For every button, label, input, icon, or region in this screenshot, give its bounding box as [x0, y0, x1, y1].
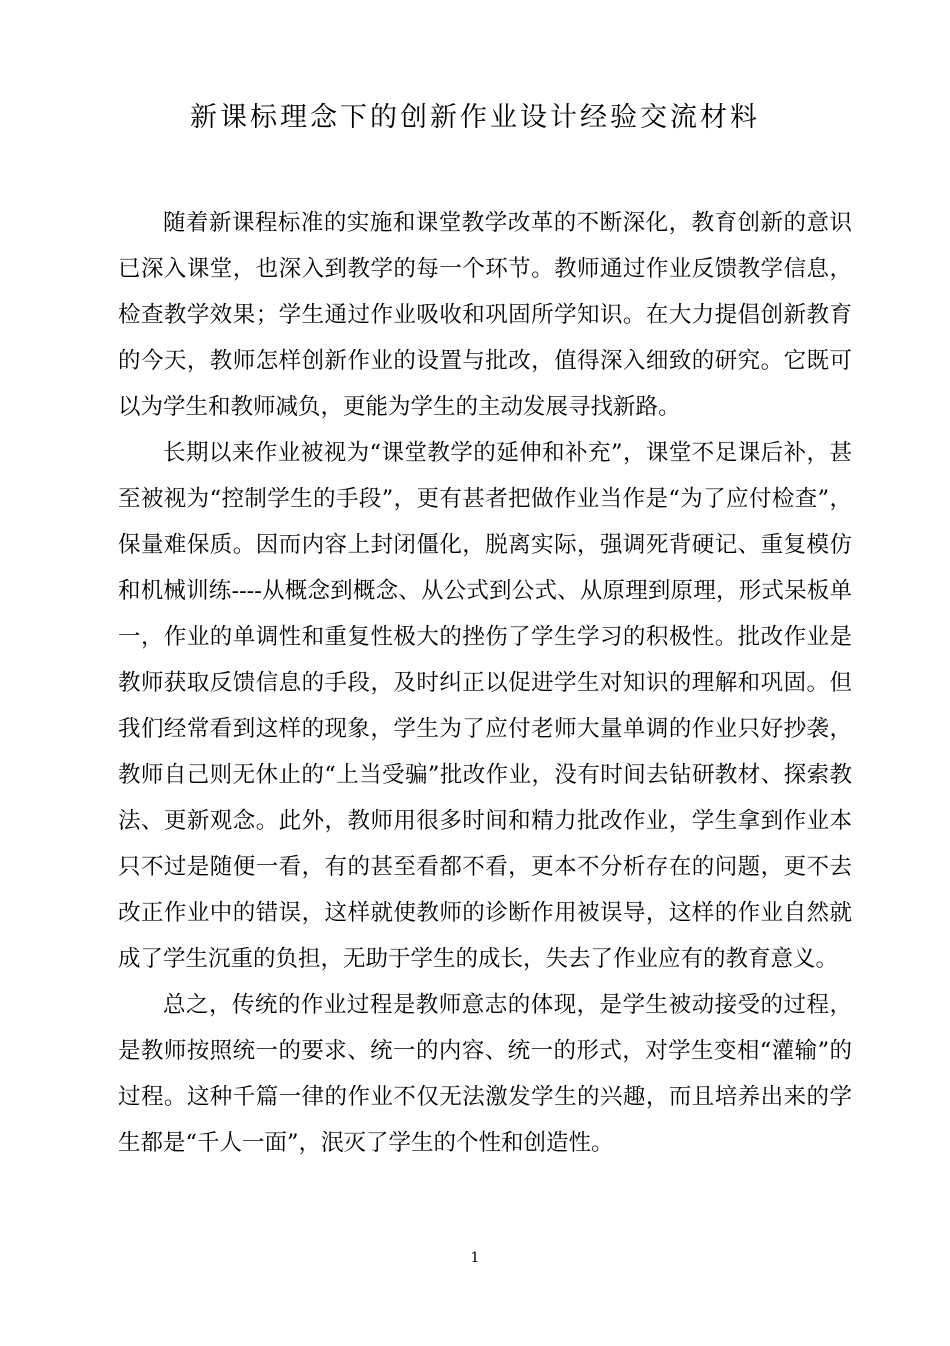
- paragraph-summary: 总之，传统的作业过程是教师意志的体现，是学生被动接受的过程，是教师按照统一的要求、统一的内容、统一的形式，对学生变相“灌输”的过程。这种千篇一律的作业不仅无法激发学生的兴趣，而且培养出来的学生都是“千人一面”，泯灭了学生的个性和创造性。: [118, 992, 852, 1156]
- page-number: 1: [470, 1250, 480, 1266]
- document-body: [118, 200, 852, 1166]
- document-title: 新课标理念下的创新作业设计经验交流材料: [190, 102, 760, 133]
- paragraph-intro: 随着新课程标准的实施和课堂教学改革的不断深化，教育创新的意识已深入课堂，也深入到教学的每一个环节。教师通过作业反馈教学信息，检查教学效果；学生通过作业吸收和巩固所学知识。在大力提倡创新教育的今天，教师怎样创新作业的设置与批改，值得深入细致的研究。它既可以为学生和教师减负，更能为学生的主动发展寻找新路。: [118, 210, 852, 420]
- paragraph-problems: 长期以来作业被视为“课堂教学的延伸和补充”，课堂不足课后补，甚至被视为“控制学生的手段”，更有甚者把做作业当作是“为了应付检查”，保量难保质。因而内容上封闭僵化，脱离实际，强调死背硬记、重复模仿和机械训练----从概念到概念、从公式到公式、从原理到原理，形式呆板单一，作业的单调性和重复性极大的挫伤了学生学习的积极性。批改作业是教师获取反馈信息的手段，及时纠正以促进学生对知识的理解和巩固。但我们经常看到这样的现象，学生为了应付老师大量单调的作业只好抄袭，教师自己则无休止的“上当受骗”批改作业，没有时间去钻研教材、探索教法、更新观念。此外，教师用很多时间和精力批改作业，学生拿到作业本只不过是随便一看，有的甚至看都不看，更本不分析存在的问题，更不去改正作业中的错误，这样就使教师的诊断作用被误导，这样的作业自然就成了学生沉重的负担，无助于学生的成长，失去了作业应有的教育意义。: [118, 440, 852, 972]
